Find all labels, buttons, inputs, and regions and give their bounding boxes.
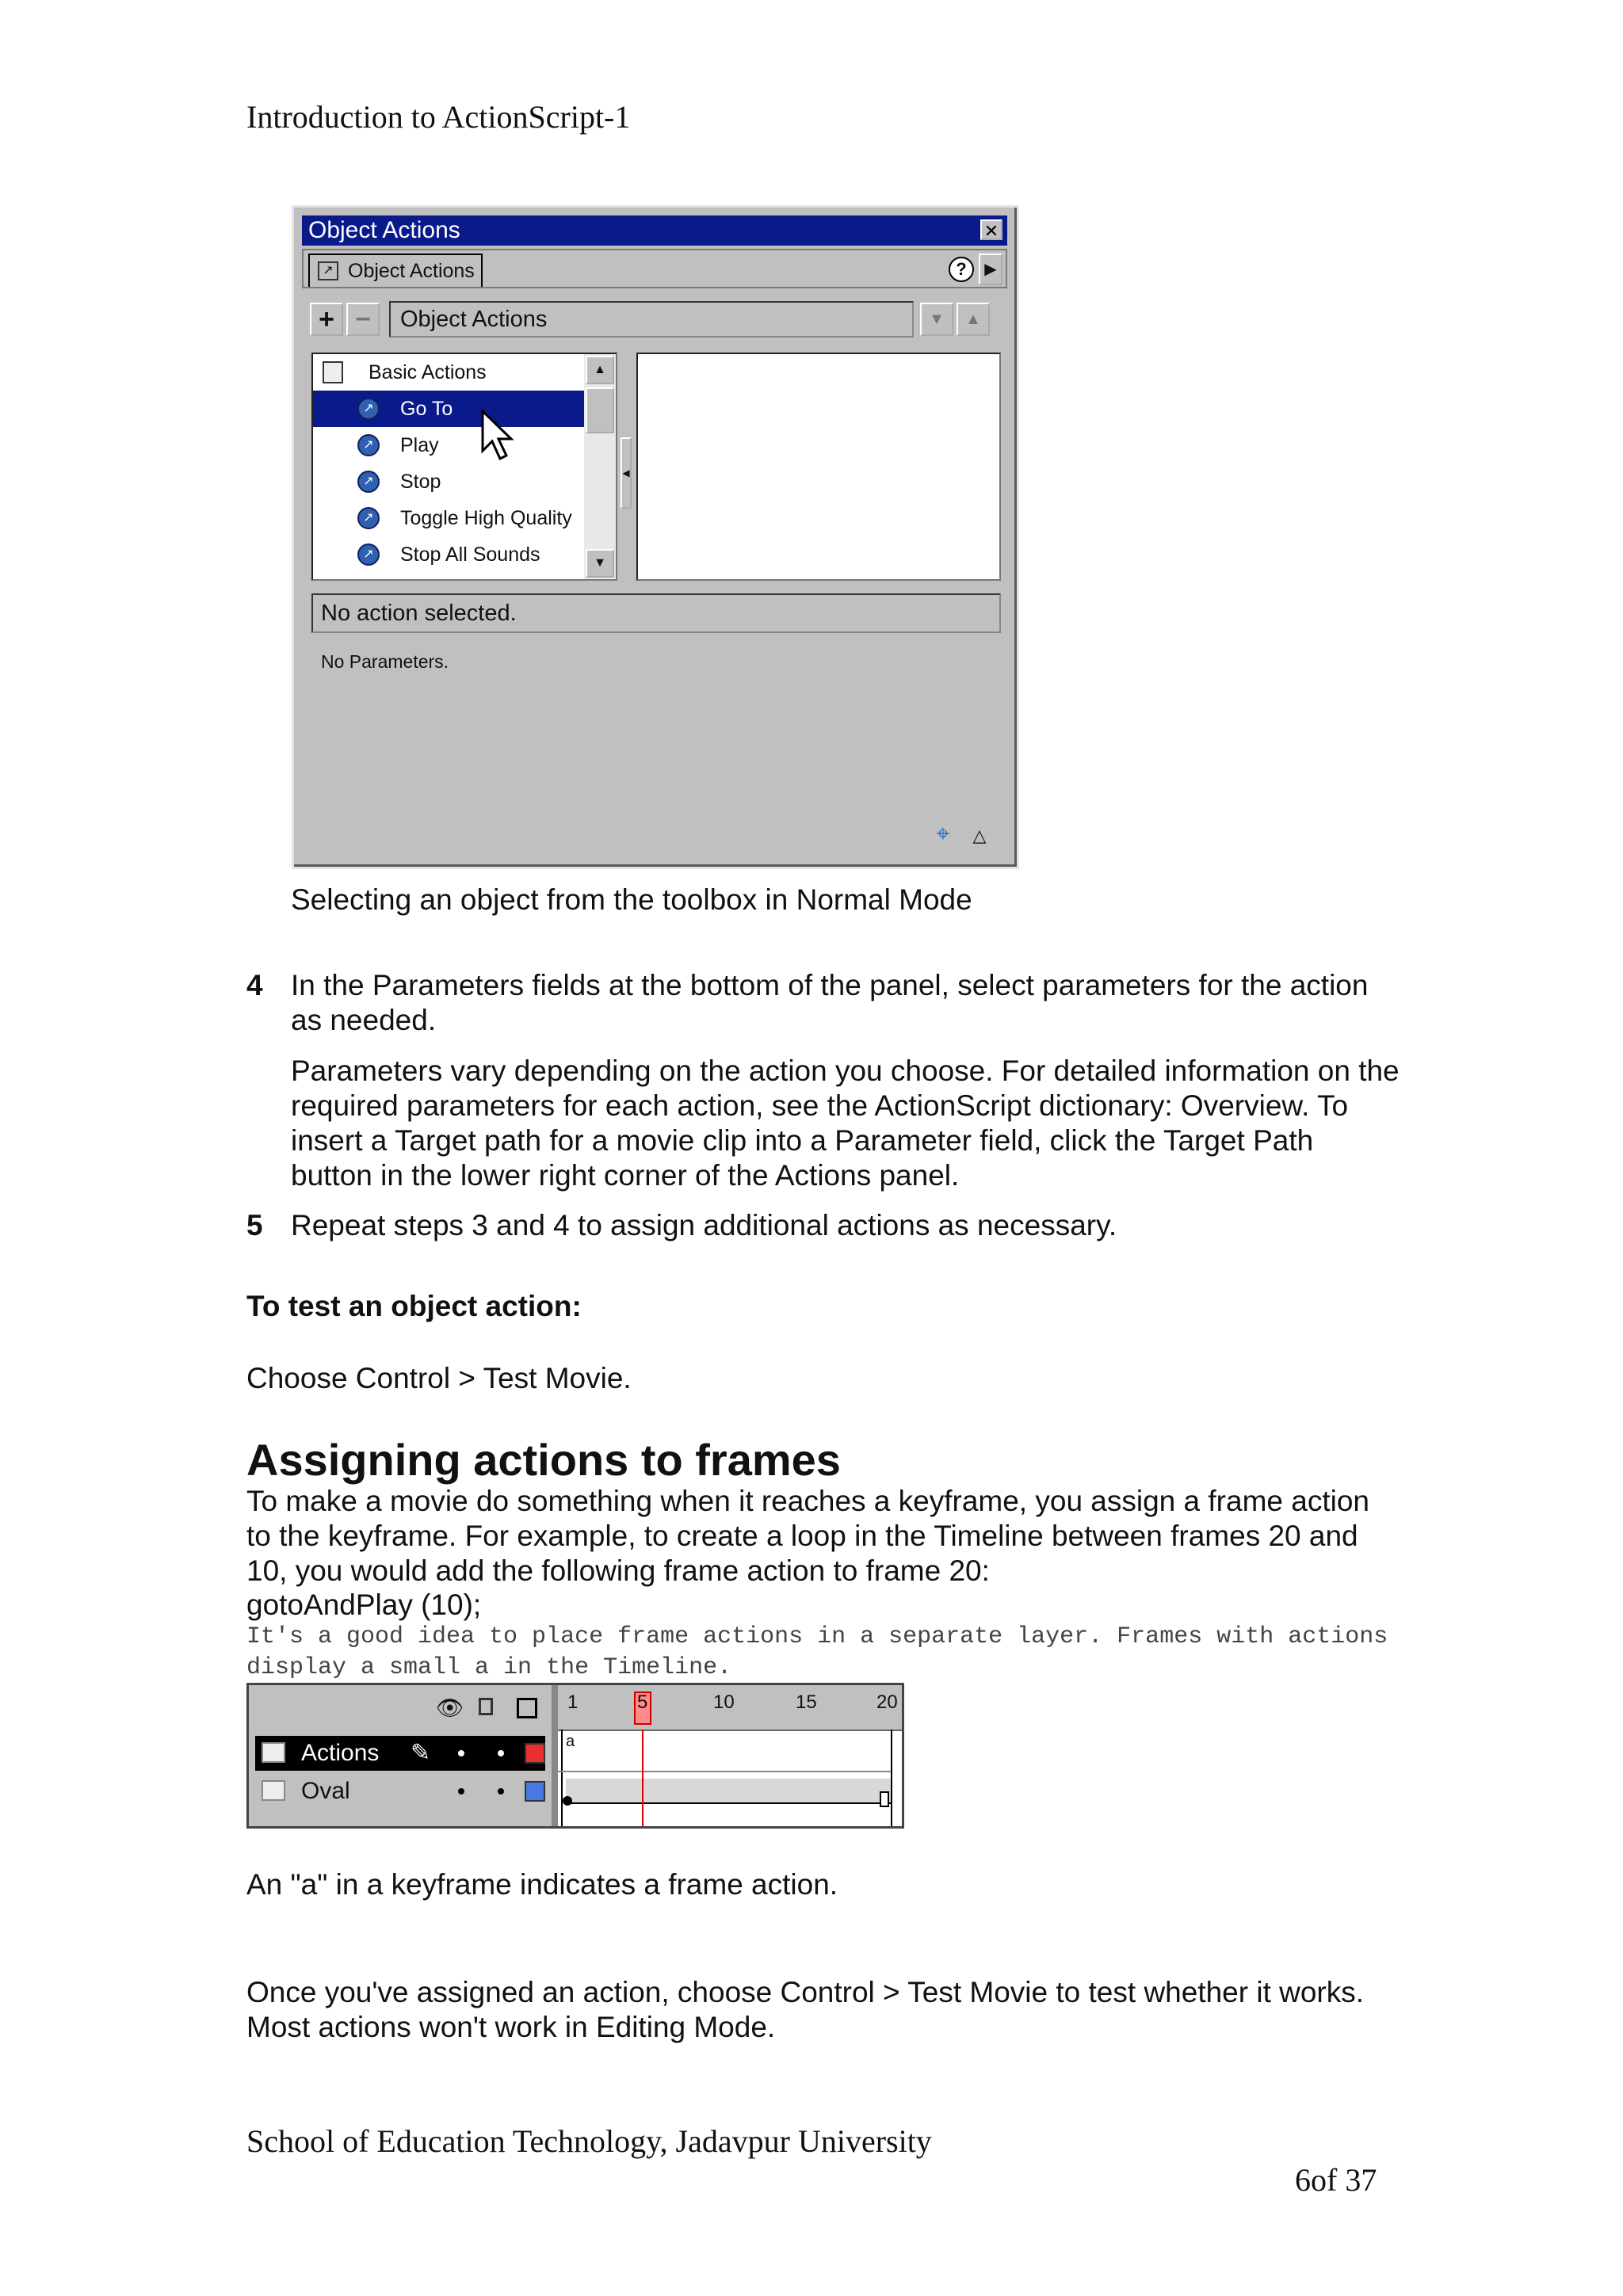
list-item[interactable] [313, 427, 586, 463]
running-header: Introduction to ActionScript-1 [246, 99, 631, 135]
panel-title-bar [302, 215, 1007, 246]
playhead-line [642, 1730, 643, 1829]
splitter-handle[interactable]: ◀ [621, 437, 632, 509]
ruler-baseline [558, 1730, 904, 1731]
list-item-label: Stop [400, 471, 441, 493]
action-icon: ↗ [357, 507, 380, 529]
add-action-button[interactable]: + [310, 303, 343, 336]
list-item[interactable] [313, 536, 586, 573]
footer-institution: School of Education Technology, Jadavpur University [246, 2123, 932, 2159]
category-label: Basic Actions [369, 361, 487, 383]
close-icon[interactable]: ✕ [980, 219, 1002, 240]
pencil-icon: ✎ [411, 1740, 431, 1766]
list-item-label: Play [400, 434, 439, 456]
remove-action-button[interactable]: − [346, 303, 380, 336]
frame-end-line [891, 1730, 892, 1829]
actions-dropdown[interactable]: Object Actions [389, 301, 914, 338]
ruler-label: 10 [713, 1691, 735, 1713]
end-frame-marker[interactable] [880, 1791, 889, 1807]
step-detail: Parameters vary depending on the action you choose. For detailed information on the required parameters for each action, see the ActionScript dictionary: Overview. To insert a Target path for a movie clip into a Parameter field, click the Target Path button in the lower right corner of the Actions panel. [291, 1055, 1400, 1192]
page-number: 6of 37 [1295, 2162, 1377, 2198]
scroll-down-icon[interactable]: ▼ [586, 549, 614, 578]
action-status: No action selected. [311, 593, 1001, 633]
arrow-icon: ↗ [318, 261, 338, 280]
step-number: 4 [246, 969, 263, 1001]
script-pane[interactable] [636, 353, 1001, 581]
scroll-thumb[interactable] [586, 387, 614, 433]
move-down-icon[interactable]: ▼ [920, 303, 953, 336]
action-icon: ↗ [357, 434, 380, 456]
mouse-pointer-icon [481, 410, 516, 462]
move-up-icon[interactable]: ▲ [957, 303, 990, 336]
layer-name: Oval [301, 1778, 350, 1804]
test-instructions: Choose Control > Test Movie. [246, 1362, 632, 1394]
layer-name: Actions [301, 1740, 380, 1766]
ruler-label: 15 [796, 1691, 817, 1713]
panel-menu-arrow-icon[interactable]: ▶ [979, 254, 1002, 285]
visibility-dot[interactable] [458, 1750, 464, 1756]
frame-area[interactable] [558, 1685, 904, 1829]
eye-icon[interactable]: 👁 [436, 1695, 464, 1720]
action-icon: ↗ [357, 471, 380, 493]
subheading: To test an object action: [246, 1290, 582, 1322]
help-button[interactable]: ? [949, 257, 974, 282]
layer-separator [558, 1771, 891, 1772]
ruler-label: 1 [567, 1691, 579, 1713]
layer-row-oval[interactable] [255, 1774, 545, 1809]
figure-caption: Selecting an object from the toolbox in Normal Mode [291, 883, 972, 916]
action-icon: ↗ [357, 543, 380, 566]
list-item-label: Toggle High Quality [400, 507, 572, 529]
section-paragraph: To make a movie do something when it reaches a keyframe, you assign a frame action to the keyframe. For example, to create a loop in the Timeline between frames 20 and 10, you would add the following frame action to frame 20: [246, 1485, 1369, 1587]
code-example: gotoAndPlay (10); [246, 1589, 482, 1621]
closing-paragraph: Once you've assigned an action, choose Control > Test Movie to test whether it works. Most actions won't work in Editing Mode. [246, 1976, 1365, 2043]
list-category[interactable] [313, 354, 586, 391]
step-text: Repeat steps 3 and 4 to assign additional actions as necessary. [291, 1209, 1117, 1241]
panel-tab-bar [302, 249, 1007, 288]
frame-1-line [561, 1730, 563, 1829]
note-text: It's a good idea to place frame actions in a separate layer. Frames with actions display a small a in the Timeline. [246, 1623, 1388, 1681]
visibility-dot[interactable] [458, 1788, 464, 1794]
ruler-label: 5 [637, 1691, 648, 1713]
tab-label: Object Actions [348, 260, 475, 282]
timeline-divider [552, 1685, 558, 1829]
layer-icon [262, 1742, 285, 1763]
collapse-params-icon[interactable]: △ [972, 826, 987, 845]
list-item[interactable] [313, 500, 586, 536]
list-scrollbar[interactable] [584, 354, 616, 579]
frame-action-mark: a [566, 1733, 575, 1750]
target-path-icon[interactable]: ⌖ [936, 821, 950, 847]
layer-list [249, 1685, 552, 1829]
step-number: 5 [246, 1209, 263, 1241]
outline-icon[interactable] [517, 1698, 537, 1718]
panel-title: Object Actions [308, 217, 460, 243]
layer-color-swatch[interactable] [525, 1781, 545, 1802]
oval-tween-span[interactable] [566, 1779, 891, 1804]
book-icon [323, 361, 343, 383]
list-item-label: Stop All Sounds [400, 543, 540, 566]
section-heading: Assigning actions to frames [246, 1435, 841, 1485]
lock-dot[interactable] [498, 1788, 504, 1794]
step-text: In the Parameters fields at the bottom of the panel, select parameters for the action as needed. [291, 969, 1369, 1036]
actions-toolbox-list [311, 353, 617, 581]
timeline-panel [246, 1683, 904, 1829]
layer-icon [262, 1780, 285, 1801]
tab-object-actions[interactable] [308, 254, 483, 287]
lock-icon[interactable] [479, 1698, 493, 1715]
layer-color-swatch[interactable] [525, 1743, 545, 1764]
parameters-text: No Parameters. [321, 651, 449, 672]
timeline-caption: An "a" in a keyframe indicates a frame action. [246, 1868, 838, 1901]
ruler-label: 20 [876, 1691, 898, 1713]
action-icon: ↗ [357, 398, 380, 420]
list-item[interactable] [313, 391, 586, 427]
scroll-up-icon[interactable]: ▲ [586, 356, 614, 384]
keyframe-dot[interactable] [563, 1796, 572, 1806]
list-item[interactable] [313, 463, 586, 500]
lock-dot[interactable] [498, 1750, 504, 1756]
frame-ruler [558, 1685, 904, 1730]
list-item-label: Go To [400, 398, 453, 420]
layer-row-actions[interactable] [255, 1736, 545, 1771]
object-actions-panel [292, 205, 1019, 869]
